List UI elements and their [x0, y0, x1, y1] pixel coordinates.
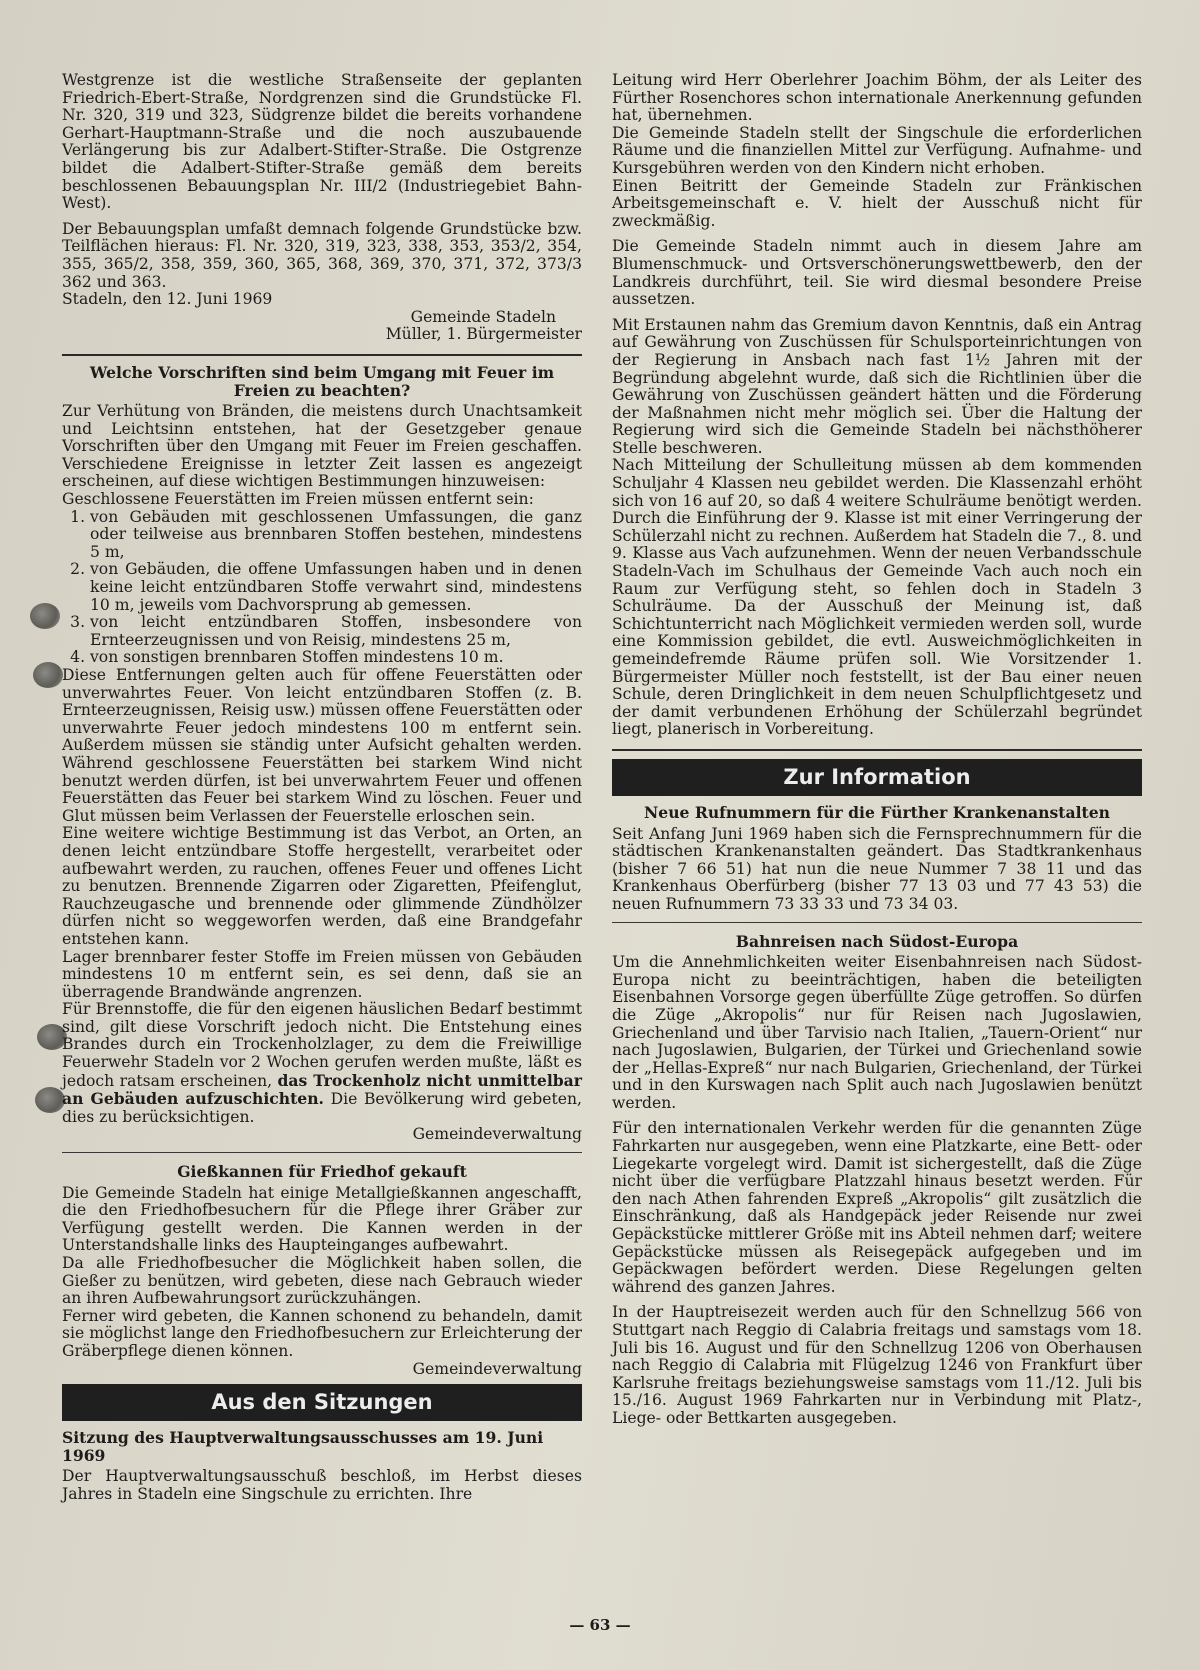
- cans-paragraph-1: Die Gemeinde Stadeln hat einige Metallgießkannen angeschafft, die den Friedhofbesuchern für die Pflege ihrer Gräber zur Verfügung gestellt werden. Die Kannen werden in der Unterstandshalle links des Haupteinganges aufbewahrt.: [62, 1183, 582, 1255]
- fire-heading: Welche Vorschriften sind beim Umgang mit Feuer im Freien zu beachten?: [89, 362, 555, 400]
- fire-paragraph-3: Diese Entfernungen gelten auch für offene Feuerstätten oder unverwahrtes Feuer. Von leicht entzündbaren Stoffen (z. B. Ernteerzeugnissen, Reisig usw.) müssen offene Feuerstätten oder unverwahrte Feuer jedoch mindestens 100 m entfernt sein. Außerdem müssen sie ständig unter Aufsicht gehalten werden. Während geschlossene Feuerstätten bei starkem Wind nicht benutzt werden dürfen, ist bei unverwahrtem Feuer und offenen Feuerstätten das Feuer bei starkem Wind zu löschen. Feuer und Glut müssen beim Verlassen der Feuerstelle erloschen sein.: [62, 666, 582, 825]
- school-rooms-paragraph: Nach Mitteilung der Schulleitung müssen ab dem kommenden Schuljahr 4 Klassen neu gebildet werden. Die Klassenzahl erhöht sich von 16 auf 20, so daß 4 weitere Schulräume benötigt werden. Durch die Einführung der 9. Klasse ist mit einer Verringerung der Schülerzahl nicht zu rechnen. Außerdem hat Stadeln die 7., 8. und 9. Klasse aus Vach aufzunehmen. Wenn der neuen Verbandsschule Stadeln-Vach im Schulhaus der Gemeinde Vach auch noch ein Raum zur Verfügung steht, so fehlen doch in Stadeln 3 Schulräume. Da der Ausschuß der Meinung ist, daß Schichtunterricht nach Möglichkeit vermieden werden soll, wurde eine Kommission gebildet, die evtl. Ausweichmöglichkeiten in gemeindefremde Räume prüfen soll. Wie Vorsitzender 1. Bürgermeister Müller noch feststellt, ist der Bau einer neuen Schule, deren Dringlichkeit in dem neuen Schulpflichtgesetz und der damit verbundenen Erhöhung der Schülerzahl begründet liegt, planerisch in Vorbereitung.: [612, 456, 1142, 739]
- list-item: 1. von Gebäuden mit geschlossenen Umfassungen, die ganz oder teilweise aus brennbaren Stoffen bestehen, mindestens 5 m,: [90, 509, 582, 562]
- fire-paragraph-5: Lager brennbarer fester Stoffe im Freien müssen von Gebäuden mindestens 10 m entfernt sein, es sei denn, daß sie an überragende Brandwände angrenzen.: [62, 947, 582, 1001]
- rail-paragraph-1: Um die Annehmlichkeiten weiter Eisenbahnreisen nach Südost-Europa nicht zu beeinträchtigen, haben die beteiligten Eisenbahnen Vorsorge gegen überfüllte Züge getroffen. So dürfen die Züge „Akropolis“ nur für Reisen nach Jugoslawien, Griechenland und über Tarvisio nach Italien, „Tauern-Orient“ nur nach Jugoslawien, Bulgarien, der Türkei und Griechenland sowie der „Hellas-Expreß“ nur nach Bulgarien, Griechenland, der Türkei und in den Kurswagen nach Split auch nach Jugoslawien benützt werden.: [612, 953, 1142, 1112]
- fire-paragraph-6: [62, 1001, 582, 1126]
- singschule-paragraph: Leitung wird Herr Oberlehrer Joachim Böhm, der als Leiter des Fürther Rosenchores schon internationale Anerkennung gefunden hat, übernehmen.: [612, 71, 1142, 125]
- signature-line-1: Gemeinde Stadeln: [410, 307, 556, 326]
- phone-paragraph: Seit Anfang Juni 1969 haben sich die Fernsprechnummern für die städtischen Krankenanstalten geändert. Das Stadtkrankenhaus (bisher 7 66 51) hat nun die neue Nummer 7 38 11 und das Krankenhaus Oberfürberg (bisher 77 13 03 und 77 43 53) die neuen Rufnummern 73 33 33 und 73 34 03.: [612, 824, 1142, 913]
- fire-paragraph-1: Zur Verhütung von Bränden, die meistens durch Unachtsamkeit und Leichtsinn entstehen, hat der Gesetzgeber genaue Vorschriften über den Umgang mit Feuer im Freien geschaffen. Verschiedene Ereignisse in letzter Zeit lassen es angezeigt erscheinen, auf diese wichtigen Bestimmungen hinzuweisen:: [62, 402, 582, 491]
- cans-heading: Gießkannen für Friedhof gekauft: [177, 1162, 467, 1182]
- flower-contest-paragraph: Die Gemeinde Stadeln nimmt auch in diesem Jahre am Blumenschmuck- und Ortsverschönerungswettbewerb, den der Landkreis durchführt, teil. Sie wird diesmal besondere Preise aussetzen.: [612, 237, 1142, 309]
- fire-distance-list: [62, 509, 582, 667]
- info-banner: Zur Information: [612, 759, 1142, 796]
- rooms-paragraph: Die Gemeinde Stadeln stellt der Singschule die erforderlichen Räume und die finanziellen Mittel zur Verfügung. Aufnahme- und Kursgebühren werden von den Kindern nicht erhoben.: [612, 123, 1142, 177]
- cans-signature: Gemeindeverwaltung: [412, 1359, 582, 1378]
- punch-hole-2: [33, 662, 63, 688]
- cans-paragraph-3: Ferner wird gebeten, die Kannen schonend zu behandeln, damit sie möglichst lange den Friedhofbesuchern zur Erleichterung der Gräberpflege dienen können.: [62, 1306, 582, 1360]
- punch-hole-1: [30, 603, 60, 629]
- list-item: 3. von leicht entzündbaren Stoffen, insbesondere von Ernteerzeugnissen und von Reisig, mindestens 25 m,: [90, 614, 582, 649]
- phone-heading: Neue Rufnummern für die Fürther Krankenanstalten: [644, 802, 1110, 822]
- intro-date: Stadeln, den 12. Juni 1969: [62, 290, 273, 309]
- fire-paragraph-4: Eine weitere wichtige Bestimmung ist das Verbot, an Orten, an denen leicht entzündbare Stoffe hergestellt, verarbeitet oder aufbewahrt werden, zu rauchen, offenes Feuer und offenes Licht zu benutzen. Brennende Zigarren oder Zigaretten, Pfeifenglut, Rauchzeugasche und brennende oder glimmende Zündhölzer dürfen nicht so weggeworfen werden, daß eine Brandgefahr entstehen kann.: [62, 824, 582, 948]
- fire-paragraph-6-start: Für Brennstoffe, die für den eigenen häuslichen Bedarf bestimmt sind, gilt diese Vorschrift jedoch nicht. Die Entstehung eines Brandes durch ein Trockenholzlager, zu dem die Freiwillige Feuerwehr Stadeln vor 2 Wochen gerufen werden mußte, läßt es jedoch ratsam erscheinen,: [62, 1000, 582, 1090]
- membership-paragraph: Einen Beitritt der Gemeinde Stadeln zur Fränkischen Arbeitsgemeinschaft e. V. hielt der Ausschuß nicht für zweckmäßig.: [612, 176, 1142, 230]
- cans-paragraph-2: Da alle Friedhofbesucher die Möglichkeit haben sollen, die Gießer zu benützen, wird gebeten, diese nach Gebrauch wieder an ihren Aufbewahrungsort zurückzuhängen.: [62, 1254, 582, 1308]
- session-heading: Sitzung des Hauptverwaltungsausschusses am 19. Juni 1969: [62, 1428, 544, 1465]
- signature-block: [62, 309, 582, 344]
- section-divider: [612, 749, 1142, 751]
- sports-grant-paragraph: Mit Erstaunen nahm das Gremium davon Kenntnis, daß ein Antrag auf Gewährung von Zuschüssen für Schulsporteinrichtungen von der Regierung in Ansbach nach fast 1½ Jahren mit der Begründung abgelehnt wurde, daß sich die Richtlinien über die Gewährung von Zuschüssen geändert hätten und die Förderung der Maßnahmen nicht mehr möglich sei. Über die Haltung der Regierung wird sich die Gemeinde Stadeln bei nächsthöherer Stelle beschweren.: [612, 315, 1142, 457]
- section-divider: [62, 1152, 582, 1153]
- session-paragraph-1: Der Hauptverwaltungsausschuß beschloß, im Herbst dieses Jahres in Stadeln eine Singschule zu errichten. Ihre: [62, 1467, 582, 1503]
- section-divider: [612, 922, 1142, 923]
- signature-line-2: Müller, 1. Bürgermeister: [385, 325, 582, 344]
- page-number: — 63 —: [569, 1616, 631, 1634]
- right-column: [612, 72, 1142, 1428]
- rail-paragraph-2: Für den internationalen Verkehr werden für die genannten Züge Fahrkarten nur ausgegeben, wenn eine Platzkarte, eine Bett- oder Liegekarte vorgelegt wird. Damit ist sichergestellt, daß die Züge nicht über die verfügbare Platzzahl hinaus besetzt werden. Für den nach Athen fahrenden Expreß „Akropolis“ gilt zusätzlich die Einschränkung, daß als Handgepäck jeder Reisende nur zwei Gepäckstücke mittlerer Größe mit ins Abteil nehmen darf; weitere Gepäckstücke müssen als Reisegepäck aufgegeben und im Gepäckwagen befördert werden. Diese Regelungen gelten während des ganzen Jahres.: [612, 1119, 1142, 1296]
- fire-signature: Gemeindeverwaltung: [412, 1125, 582, 1144]
- fire-paragraph-6-end: Die Bevölkerung wird gebeten, dies zu berücksichtigen.: [62, 1090, 582, 1126]
- list-item: 4. von sonstigen brennbaren Stoffen mindestens 10 m.: [90, 649, 582, 667]
- left-column: [62, 72, 582, 1504]
- fire-paragraph-6-emphasis: das Trockenholz nicht unmittelbar an Gebäuden aufzuschichten.: [62, 1070, 582, 1109]
- section-divider: [62, 354, 582, 356]
- rail-paragraph-3: In der Hauptreisezeit werden auch für den Schnellzug 566 von Stuttgart nach Reggio di Calabria freitags und samstags vom 18. Juli bis 16. August und für den Schnellzug 1206 von Oberhausen nach Reggio di Calabria mit Flügelzug 1246 von Frankfurt über Karlsruhe freitags beziehungsweise samstags vom 11./12. Juli bis 15./16. August 1969 Fahrkarten nur in Verbindung mit Platz-, Liege- oder Bettkarten ausgegeben.: [612, 1303, 1142, 1427]
- intro-paragraph-2: Der Bebauungsplan umfaßt demnach folgende Grundstücke bzw. Teilflächen hieraus: Fl. Nr. 320, 319, 323, 338, 353, 353/2, 354, 355, 365/2, 358, 359, 360, 365, 368, 369, 370, 371, 372, 373/3 362 und 363.: [62, 219, 582, 291]
- fire-paragraph-2: Geschlossene Feuerstätten im Freien müssen entfernt sein:: [62, 490, 534, 509]
- rail-heading: Bahnreisen nach Südost-Europa: [735, 931, 1019, 951]
- list-item: 2. von Gebäuden, die offene Umfassungen haben und in denen keine leicht entzündbaren Stoffe verwahrt sind, mindestens 10 m, jeweils vom Dachvorsprung ab gemessen.: [90, 561, 582, 614]
- sessions-banner: Aus den Sitzungen: [62, 1384, 582, 1421]
- punch-hole-4: [35, 1087, 65, 1113]
- intro-paragraph-1: Westgrenze ist die westliche Straßenseite der geplanten Friedrich-Ebert-Straße, Nordgrenzen sind die Grundstücke Fl. Nr. 320, 319 und 323, Südgrenze bildet die bereits vorhandene Gerhart-Hauptmann-Straße und die noch auszubauende Verlängerung bis zur Adalbert-Stifter-Straße. Die Ostgrenze bildet die Adalbert-Stifter-Straße gemäß dem bereits beschlossenen Bebauungsplan Nr. III/2 (Industriegebiet Bahn-West).: [62, 71, 582, 213]
